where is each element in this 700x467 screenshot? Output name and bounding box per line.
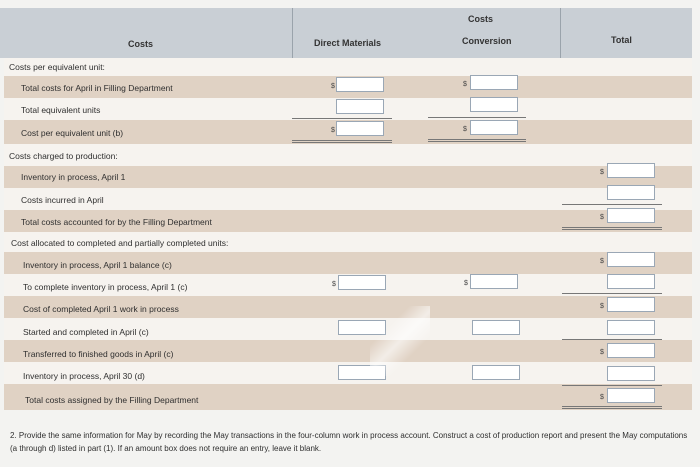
total-costs-assigned-input[interactable] (607, 388, 655, 403)
currency-symbol: $ (600, 303, 604, 310)
header-divider (292, 8, 293, 58)
row-label-cost-completed-wip: Cost of completed April 1 work in process (23, 304, 179, 314)
direct-materials-header: Direct Materials (314, 38, 382, 48)
costs-column-header: Costs (128, 39, 154, 49)
total-costs-accounted-input[interactable] (607, 208, 655, 223)
row-label-started-completed: Started and completed in April (c) (23, 327, 149, 337)
currency-symbol: $ (332, 281, 336, 288)
underline (292, 118, 392, 119)
conv-total-costs-input[interactable] (470, 75, 518, 90)
row-label-transferred-finished-goods: Transferred to finished goods in April (c) (23, 349, 174, 359)
instruction-text: 2. Provide the same information for May by recording the May transactions in the four-column work in process account. Construct a cost of production report and present the May computations (a through d) listed in part (1). If an amount box does not require an entry, leave it blank. (10, 431, 688, 453)
total-inventory-april-30-input[interactable] (607, 366, 655, 381)
header-divider (560, 8, 561, 58)
row-label-total-costs-assigned: Total costs assigned by the Filling Department (25, 395, 199, 405)
currency-symbol: $ (331, 83, 335, 90)
conv-cost-per-unit-input[interactable] (470, 120, 518, 135)
row-label-inventory-april-30: Inventory in process, April 30 (d) (23, 371, 145, 381)
row-label-inventory-april-1-balance: Inventory in process, April 1 balance (c) (23, 260, 172, 270)
underline (428, 117, 526, 118)
double-underline (562, 406, 662, 409)
double-underline (428, 139, 526, 142)
dm-total-costs-input[interactable] (336, 77, 384, 92)
currency-symbol: $ (600, 349, 604, 356)
section-label-costs-charged: Costs charged to production: (9, 151, 118, 161)
double-underline (562, 227, 662, 230)
table-row (4, 58, 692, 76)
total-transferred-input[interactable] (607, 343, 655, 358)
currency-symbol: $ (463, 81, 467, 88)
currency-symbol: $ (331, 127, 335, 134)
dm-cost-per-unit-input[interactable] (336, 121, 384, 136)
total-to-complete-input[interactable] (607, 274, 655, 289)
double-underline (292, 140, 392, 143)
currency-symbol: $ (463, 126, 467, 133)
total-header: Total (611, 35, 632, 45)
row-label-inventory-april-1: Inventory in process, April 1 (21, 172, 126, 182)
currency-symbol: $ (600, 169, 604, 176)
currency-symbol: $ (600, 258, 604, 265)
section-label-cost-allocated: Cost allocated to completed and partially completed units: (11, 238, 229, 248)
conv-started-completed-input[interactable] (472, 320, 520, 335)
screen-glare (370, 306, 430, 376)
underline (562, 204, 662, 205)
total-costs-incurred-input[interactable] (607, 185, 655, 200)
row-label-cost-per-equivalent-unit: Cost per equivalent unit (b) (21, 128, 124, 138)
row-label-total-costs-april: Total costs for April in Filling Department (21, 83, 173, 93)
underline (562, 339, 662, 340)
conv-inventory-april-30-input[interactable] (472, 365, 520, 380)
dm-to-complete-input[interactable] (338, 275, 386, 290)
dm-equivalent-units-input[interactable] (336, 99, 384, 114)
currency-symbol: $ (600, 394, 604, 401)
total-inventory-april-1-input[interactable] (607, 163, 655, 178)
conv-to-complete-input[interactable] (470, 274, 518, 289)
currency-symbol: $ (600, 214, 604, 221)
total-cost-completed-wip-input[interactable] (607, 297, 655, 312)
total-started-completed-input[interactable] (607, 320, 655, 335)
row-label-total-equivalent-units: Total equivalent units (21, 105, 101, 115)
total-inventory-april-1-balance-input[interactable] (607, 252, 655, 267)
underline (562, 293, 662, 294)
row-label-to-complete-inventory: To complete inventory in process, April 1 (c) (23, 282, 188, 292)
table-row (4, 188, 692, 210)
row-label-costs-incurred-april: Costs incurred in April (21, 195, 104, 205)
conv-equivalent-units-input[interactable] (470, 97, 518, 112)
underline (562, 385, 662, 386)
row-label-total-costs-accounted: Total costs accounted for by the Filling Department (21, 217, 212, 227)
header-group-row (0, 8, 692, 30)
costs-group-header: Costs (468, 14, 494, 24)
conversion-header: Conversion (462, 36, 512, 46)
section-label-costs-per-equivalent-unit: Costs per equivalent unit: (9, 62, 105, 72)
currency-symbol: $ (464, 280, 468, 287)
